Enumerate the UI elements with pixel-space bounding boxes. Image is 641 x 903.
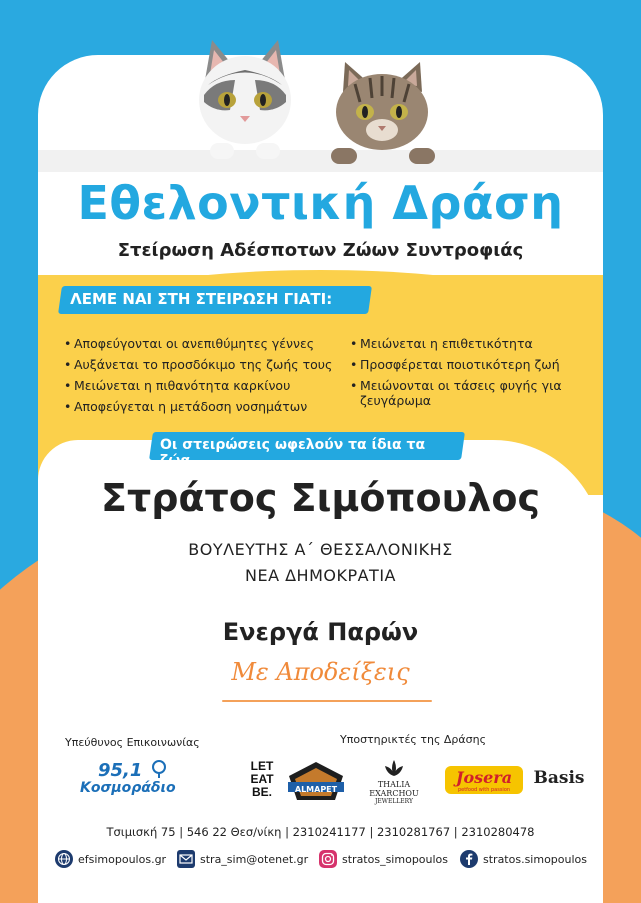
candidate-role: ΒΟΥΛΕΥΤΗΣ Α΄ ΘΕΣΣΑΛΟΝΙΚΗΣ [188, 540, 453, 559]
basis-text: Basis [533, 768, 585, 788]
address-line: Τσιμισκή 75 | 546 22 Θεσ/νίκη | 2310241177 | 2310281767 | 2310280478 [106, 825, 535, 839]
communication-label: Υπεύθυνος Επικοινωνίας [65, 736, 200, 749]
radio-logo [80, 760, 190, 800]
sponsor-logos [245, 758, 590, 808]
cat-image-right [325, 62, 440, 167]
page-subtitle: Στείρωση Αδέσποτων Ζώων Συντροφιάς [117, 240, 524, 261]
sponsor-text: BE. [251, 785, 272, 799]
sponsor-josera [445, 766, 523, 794]
sponsor-text: LET [250, 759, 274, 773]
globe-icon [55, 850, 73, 868]
sponsor-thalia [353, 758, 435, 804]
instagram-link[interactable] [319, 850, 448, 868]
envelope-icon [177, 850, 195, 868]
lotus-icon [383, 758, 405, 778]
reasons-list-right [350, 336, 585, 414]
list-item: • Αποφεύγεται η μετάδοση νοσημάτων [64, 399, 354, 414]
email-text: stra_sim@otenet.gr [200, 852, 309, 866]
instagram-icon [319, 850, 337, 868]
list-item: • Αποφεύγονται οι ανεπιθύμητες γέννες [64, 336, 354, 351]
facebook-link[interactable] [460, 850, 587, 868]
reasons-heading: ΛΕΜΕ ΝΑΙ ΣΤΗ ΣΤΕΙΡΩΣΗ ΓΙΑΤΙ: [58, 286, 372, 314]
candidate-name: Στράτος Σιμόπουλος [101, 476, 540, 520]
facebook-text: stratos.simopoulos [483, 852, 588, 866]
motto: Ενεργά Παρών [222, 618, 419, 646]
benefit-banner: Οι στειρώσεις ωφελούν τα ίδια τα ζώα. [149, 432, 465, 460]
instagram-text: stratos_simopoulos [342, 852, 449, 866]
facebook-icon [460, 850, 478, 868]
list-item: • Προσφέρεται ποιοτικότερη ζωή [350, 357, 585, 372]
email-link[interactable] [177, 850, 308, 868]
sponsor-almapet [285, 760, 347, 802]
cat-ledge [38, 150, 603, 172]
list-item: • Αυξάνεται το προσδόκιμο της ζωής τους [64, 357, 354, 372]
list-item: • Μειώνεται η πιθανότητα καρκίνου [64, 378, 354, 393]
sponsor-text: EAT [250, 772, 274, 786]
list-item: • Μειώνονται οι τάσεις φυγής για ζευγάρωμα [350, 378, 585, 408]
microphone-icon [150, 760, 168, 778]
list-item: • Μειώνεται η επιθετικότητα [350, 336, 585, 351]
cat-image-left [190, 40, 300, 165]
radio-frequency: 95,1 [98, 760, 143, 781]
motto-underline [222, 700, 432, 702]
reasons-list-left [64, 336, 354, 420]
page-title: Εθελοντική Δράση [77, 176, 564, 230]
almapet-text: ALMAPET [294, 785, 338, 794]
almapet-logo-icon [285, 760, 347, 802]
motto-sub: Με Αποδείξεις [231, 658, 410, 686]
thalia-text: THALIA EXARCHOU [369, 779, 419, 798]
website-text: efsimopoulos.gr [78, 852, 167, 866]
sponsor-let-eat-be [245, 760, 279, 799]
contact-bar [55, 850, 595, 872]
sponsor-basis [531, 768, 587, 788]
website-link[interactable] [55, 850, 166, 868]
sponsors-label: Υποστηρικτές της Δράσης [340, 733, 487, 746]
thalia-subtext: JEWELLERY [375, 797, 413, 805]
josera-text: Josera [455, 767, 513, 787]
candidate-party: ΝΕΑ ΔΗΜΟΚΡΑΤΙΑ [244, 566, 396, 585]
josera-subtext: petfood with passion [457, 786, 511, 793]
radio-name: Κοσμοράδιο [80, 780, 176, 796]
